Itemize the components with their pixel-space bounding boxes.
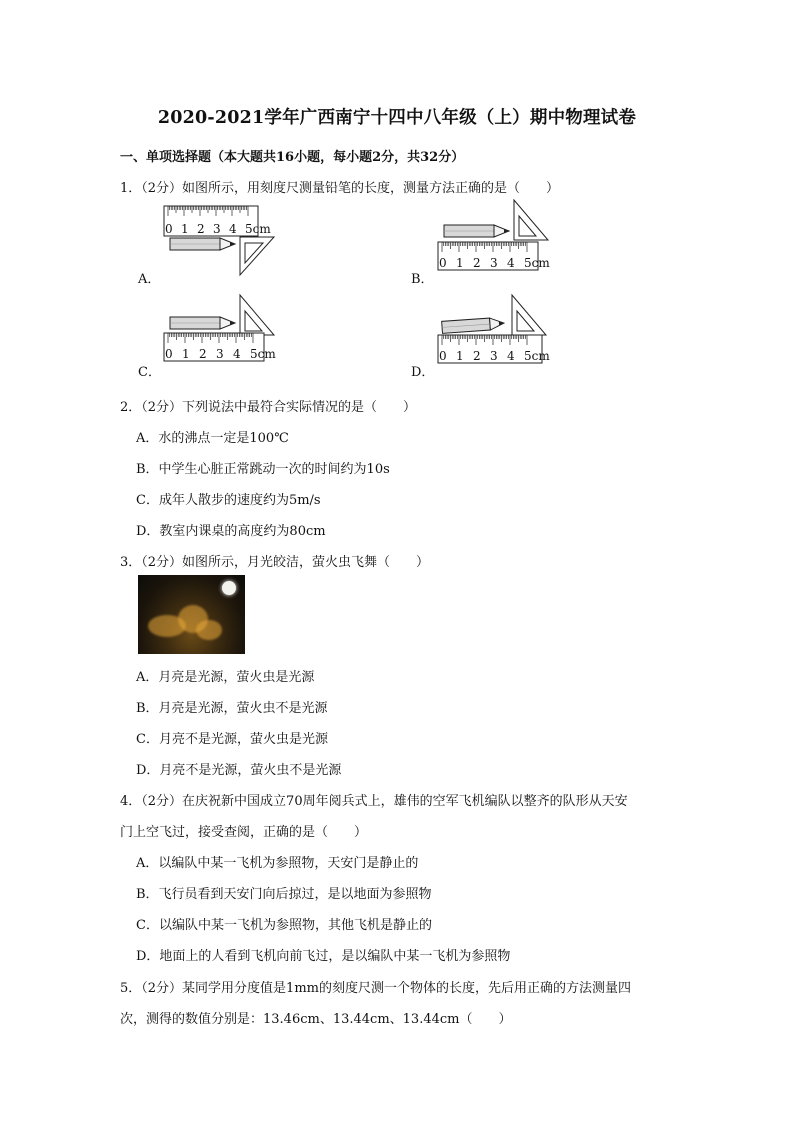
q1-figure-b [436, 198, 586, 272]
ruler-tick-label: 5cm [524, 256, 550, 270]
ruler-tick-label: 4 [507, 349, 515, 363]
ruler-tick-label: 3 [490, 349, 498, 363]
ruler-tick-label: 3 [216, 347, 224, 361]
ruler [438, 335, 550, 363]
q4-option-a[interactable]: A．以编队中某一飞机为参照物，天安门是静止的 [136, 856, 419, 871]
ruler-tick-label: 1 [182, 347, 190, 361]
question-5-stem-line2: 次，测得的数值分别是：13.46cm、13.44cm、13.44cm（ ） [120, 1012, 512, 1027]
pencil [442, 317, 505, 333]
ruler-tick-label: 4 [507, 256, 515, 270]
q4-option-c[interactable]: C．以编队中某一飞机为参照物，其他飞机是静止的 [136, 918, 432, 933]
q3-option-b[interactable]: B．月亮是光源，萤火虫不是光源 [136, 701, 328, 716]
ruler-tick-label: 0 [165, 347, 173, 361]
q1-figure-c [162, 293, 312, 367]
ruler-tick-label: 5cm [524, 349, 550, 363]
ruler-tick-label: 3 [213, 222, 221, 236]
q1-figure-a [162, 203, 302, 277]
ruler-tick-label: 5cm [250, 347, 276, 361]
ruler-tick-label: 2 [197, 222, 205, 236]
pencil [170, 317, 235, 329]
q1-option-a-label: A． [138, 272, 161, 287]
q2-option-a[interactable]: A．水的沸点一定是100℃ [136, 431, 289, 446]
paper-title: 2020-2021学年广西南宁十四中八年级（上）期中物理试卷 [157, 108, 637, 128]
firefly-glow [196, 620, 222, 640]
q4-option-d[interactable]: D．地面上的人看到飞机向前飞过，是以编队中某一飞机为参照物 [136, 949, 511, 964]
q1-option-c-label: C． [138, 365, 161, 380]
moon-fireflies-photo [138, 575, 245, 654]
ruler-tick-label: 0 [165, 222, 173, 236]
q2-option-d[interactable]: D．教室内课桌的高度约为80cm [136, 524, 326, 539]
question-2-stem: 2．（2分）下列说法中最符合实际情况的是（ ） [120, 400, 417, 415]
set-square [240, 237, 274, 275]
section-heading: 一、单项选择题（本大题共16小题，每小题2分，共32分） [120, 150, 465, 165]
question-3-stem: 3．（2分）如图所示，月光皎洁，萤火虫飞舞（ ） [120, 555, 430, 570]
q3-option-c[interactable]: C．月亮不是光源，萤火虫是光源 [136, 732, 328, 747]
set-square [512, 295, 546, 335]
pencil [444, 225, 509, 237]
q2-option-c[interactable]: C．成年人散步的速度约为5m/s [136, 493, 321, 508]
question-4-stem-line1: 4．（2分）在庆祝新中国成立70周年阅兵式上，雄伟的空军飞机编队以整齐的队形从天安 [120, 794, 628, 809]
question-4-stem-line2: 门上空飞过，接受查阅，正确的是（ ） [120, 825, 368, 840]
ruler-tick-label: 1 [181, 222, 189, 236]
ruler-tick-label: 0 [439, 349, 447, 363]
q3-option-d[interactable]: D．月亮不是光源，萤火虫不是光源 [136, 763, 342, 778]
ruler-tick-label: 2 [473, 256, 481, 270]
ruler-tick-label: 2 [199, 347, 207, 361]
ruler-tick-label: 1 [456, 349, 464, 363]
q1-figure-d [436, 293, 586, 367]
q3-option-a[interactable]: A．月亮是光源，萤火虫是光源 [136, 670, 315, 685]
ruler-tick-label: 4 [229, 222, 237, 236]
ruler [164, 333, 276, 361]
q1-option-d-label: D． [411, 365, 435, 380]
moon [222, 581, 236, 595]
q2-option-b[interactable]: B．中学生心脏正常跳动一次的时间约为10s [136, 462, 390, 477]
ruler-tick-label: 3 [490, 256, 498, 270]
set-square [240, 295, 274, 335]
ruler [438, 242, 550, 270]
ruler [164, 206, 271, 236]
question-1-stem: 1．（2分）如图所示，用刻度尺测量铅笔的长度，测量方法正确的是（ ） [120, 181, 560, 196]
ruler-tick-label: 0 [439, 256, 447, 270]
ruler-tick-label: 4 [233, 347, 241, 361]
set-square [514, 200, 548, 240]
ruler-tick-label: 2 [473, 349, 481, 363]
pencil [170, 238, 235, 250]
q1-option-b-label: B． [411, 272, 434, 287]
question-5-stem-line1: 5．（2分）某同学用分度值是1mm的刻度尺测一个物体的长度，先后用正确的方法测量四 [120, 981, 631, 996]
ruler-tick-label: 5cm [245, 222, 271, 236]
q4-option-b[interactable]: B．飞行员看到天安门向后掠过，是以地面为参照物 [136, 887, 432, 902]
ruler-tick-label: 1 [456, 256, 464, 270]
